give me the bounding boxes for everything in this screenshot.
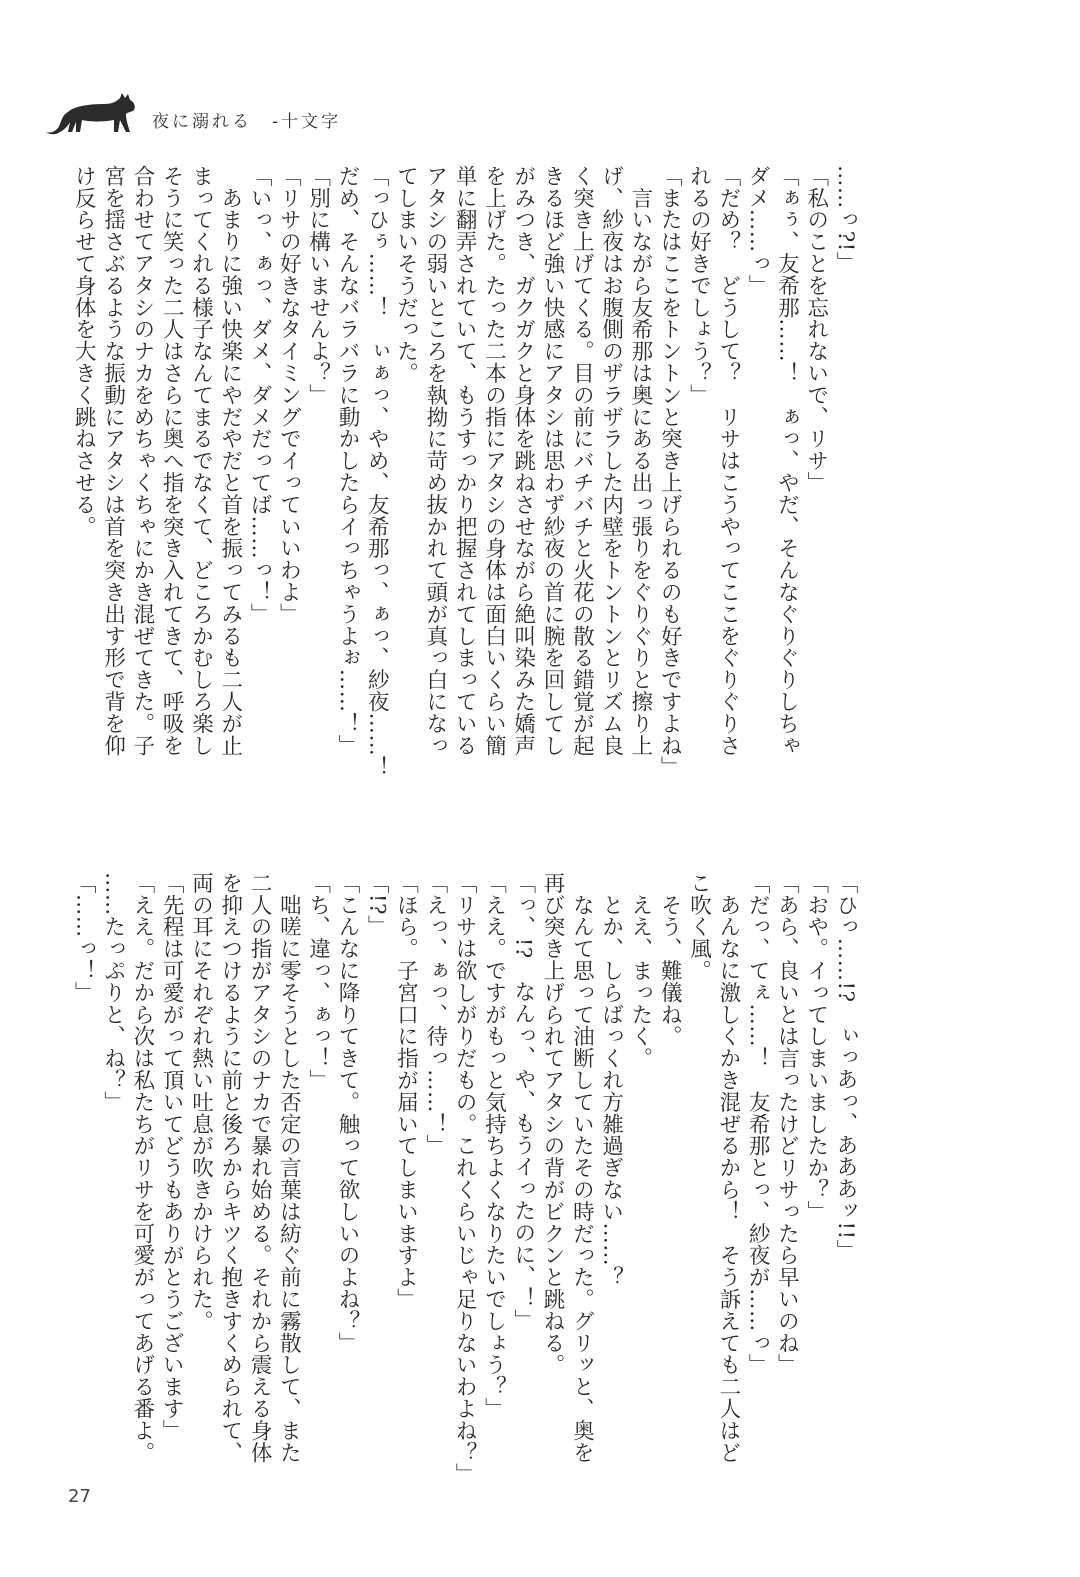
- text-column: がみつき、ガクガクと身体を跳ねさせながら絶叫染みた嬌声: [510, 165, 536, 757]
- text-column: 「ええ。だから次は私たちがリサを可愛がってあげる番よ。: [129, 872, 155, 1464]
- text-column: 単に翻弄されていて、もうすっかり把握されてしまっている: [452, 165, 478, 757]
- text-column: 「えっ、ぁっ、待っ……！」: [422, 872, 448, 1157]
- text-column: あまりに強い快楽にやだやだと首を振ってみるも二人が止: [217, 165, 243, 757]
- text-column: ええ、まったく。: [627, 872, 653, 1070]
- text-column: 「……っ！」: [71, 872, 97, 1004]
- text-column: 「私のことを忘れないで、リサ」: [803, 165, 829, 494]
- text-column: だめ、そんなバラバラに動かしたらイっちゃうよぉ……！」: [334, 165, 360, 757]
- text-column: け反らせて身体を大きく跳ねさせる。: [71, 165, 97, 538]
- text-column: 「ち、違っ、ぁっ！」: [305, 872, 331, 1091]
- page-number: 27: [68, 1486, 91, 1507]
- text-column: なんて思って油断していたその時だった。グリッと、奥を: [569, 872, 595, 1464]
- text-column: 「っ、!? なんっ、や、もうイったのに、！」: [510, 872, 536, 1331]
- text-column: 再び突き上げられてアタシの背がビクンと跳ねる。: [540, 872, 566, 1376]
- text-column: 「!?」: [364, 872, 390, 937]
- text-column: あんなに激しくかき混ぜるから！ そう訴えても二人はど: [715, 872, 741, 1464]
- page-header: [44, 92, 341, 136]
- text-column: そう、難儀ね。: [657, 872, 683, 1048]
- text-column: 「ぁぅ、友希那……！ ぁっ、やだ、そんなぐりぐりしちゃ: [774, 165, 800, 757]
- text-column: 両の耳にそれぞれ熱い吐息が吹きかけられた。: [188, 872, 214, 1332]
- text-column: きるほど強い快感にアタシは思わず紗夜の首に腕を回してし: [540, 165, 566, 757]
- text-column: 「先程は可愛がって頂いてどうもありがとうございます」: [159, 872, 185, 1442]
- cat-silhouette-icon: [44, 92, 138, 136]
- text-column: 「リサの好きなタイミングでイっていいわよ」: [276, 165, 302, 625]
- text-column: 咄嗟に零そうとした否定の言葉は紡ぐ前に霧散して、また: [276, 872, 302, 1464]
- text-column: 「ひっ……!? ぃっあっ、あああッ!!」: [833, 872, 858, 1262]
- text-column: れるの好きでしょう？」: [686, 165, 712, 406]
- text-column: ダメ……っ」: [745, 165, 771, 297]
- text-column: 「ほら。子宮口に指が届いてしまいますよ」: [393, 872, 419, 1310]
- text-block-top: [69, 165, 860, 785]
- text-column: 「またはここをトントンと突き上げられるのも好きですよね」: [657, 165, 683, 779]
- text-column: 「ええ。ですがもっと気持ちよくなりたいでしょう？」: [481, 872, 507, 1420]
- text-column: 二人の指がアタシのナカで暴れ始める。それから震える身体: [247, 872, 273, 1464]
- text-column: アタシの弱いところを執拗に苛め抜かれて頭が真っ白になっ: [422, 165, 448, 757]
- text-column: 「っひぅ……！ ぃぁっ、やめ、友希那っ、ぁっ、紗夜……！: [364, 165, 390, 779]
- text-column: 「だっ、てぇ……！ 友希那とっ、紗夜が……っ」: [745, 872, 771, 1376]
- text-column: 「おや。イってしまいましたか？」: [803, 872, 829, 1223]
- text-column: 「あら、良いとは言ったけどリサったら早いのね」: [774, 872, 800, 1376]
- text-column: ……たっぷりと、ね？」: [100, 872, 126, 1113]
- text-column: を上げた。たった二本の指にアタシの身体は面白いくらい簡: [481, 165, 507, 757]
- text-column: 「別に構いませんよ？」: [305, 165, 331, 406]
- text-column: 宮を揺さぶるような振動にアタシは首を突き出す形で背を仰: [100, 165, 126, 757]
- text-column: 言いながら友希那は奥にある出っ張りをぐりぐりと擦り上: [627, 165, 653, 757]
- text-block-bottom: [69, 872, 860, 1492]
- text-column: てしまいそうだった。: [393, 165, 419, 384]
- text-column: まってくれる様子なんてまるでなくて、どころかむしろ楽し: [188, 165, 214, 757]
- text-column: ……っ?!」: [833, 165, 858, 274]
- text-column: そうに笑った二人はさらに奥へ指を突き入れてきて、呼吸を: [159, 165, 185, 757]
- text-column: 「リサは欲しがりだもの。これくらいじゃ足りないわよね？」: [452, 872, 478, 1486]
- text-column: とか、しらばっくれ方雑過ぎない……？: [598, 872, 624, 1289]
- text-column: 「いっ、ぁっ、ダメ、ダメだってば……っ！」: [247, 165, 273, 625]
- text-column: げ、紗夜はお腹側のザラザラした内壁をトントンとリズム良: [598, 165, 624, 757]
- text-column: 合わせてアタシのナカをめちゃくちゃにかき混ぜてきた。子: [129, 165, 155, 757]
- text-column: く突き上げてくる。目の前にバチバチと火花の散る錯覚が起: [569, 165, 595, 757]
- text-column: 「こんなに降りてきて。触って欲しいのよね？」: [334, 872, 360, 1354]
- story-title: 夜に溺れる -十文字: [152, 112, 342, 132]
- text-column: こ吹く風。: [686, 872, 712, 982]
- text-column: 「だめ？ どうして？ リサはこうやってここをぐりぐりさ: [715, 165, 741, 757]
- text-column: を抑えつけるように前と後ろからキツく抱きすくめられて、: [217, 872, 243, 1464]
